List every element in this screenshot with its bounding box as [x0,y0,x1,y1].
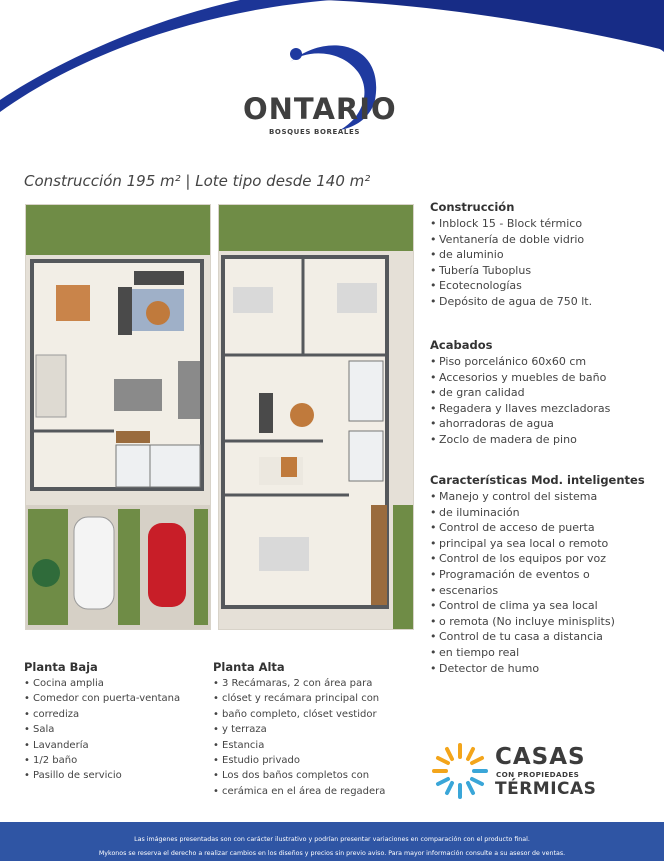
planta-alta-section [213,660,413,799]
list-item: • ahorradoras de agua [430,416,660,432]
planta-baja-title: Planta Baja [24,660,98,674]
list-item: • Zoclo de madera de pino [430,432,660,448]
logo-line1: CASAS [495,744,586,770]
footer-line1: Las imágenes presentadas son con carácter ilustrativo y podrían presentar variaciones en comparación con el producto final. [134,836,530,843]
list-item: • Estancia [213,738,413,753]
list-item: • Control de tu casa a distancia [430,629,662,645]
list-item: • Programación de eventos o [430,567,662,583]
inteligentes-title: Características Mod. inteligentes [430,473,645,487]
brand-name: ONTARIO [243,92,397,126]
acabados-title: Acabados [430,338,493,352]
list-item: • Los dos baños completos con [213,768,413,783]
construccion-section [430,200,660,310]
list-item: • Inblock 15 - Block térmico [430,216,660,232]
headline-area: Construcción 195 m² | Lote tipo desde 140 m² [24,172,371,190]
list-item: • Accesorios y muebles de baño [430,370,660,386]
ground-floor-drawing [26,205,210,629]
list-item: • de iluminación [430,505,662,521]
list-item: • de gran calidad [430,385,660,401]
list-item: • principal ya sea local o remoto [430,536,662,552]
list-item: • Lavandería [24,738,210,753]
list-item: • y terraza [213,722,413,737]
logo-line2: CON PROPIEDADES [496,770,580,779]
footer-line2: Mykonos se reserva el derecho a realizar cambios en los diseños y precios sin previo aviso. Para mayor información consulte a su asesor de ventas. [98,850,566,857]
planta-alta-list [213,676,413,799]
list-item: • Piso porcelánico 60x60 cm [430,354,660,370]
list-item: • Control de los equipos por voz [430,551,662,567]
list-item: • 3 Recámaras, 2 con área para [213,676,413,691]
list-item: • Sala [24,722,210,737]
list-item: • o remota (No incluye minisplits) [430,614,662,630]
floor-plan-ground [25,204,211,630]
list-item: • clóset y recámara principal con [213,691,413,706]
list-item: • de aluminio [430,247,660,263]
footer-disclaimer [0,822,664,861]
list-item: • Regadera y llaves mezcladoras [430,401,660,417]
list-item: • cerámica en el área de regadera [213,784,413,799]
list-item: • 1/2 baño [24,753,210,768]
list-item: • Comedor con puerta-ventana [24,691,210,706]
list-item: • escenarios [430,583,662,599]
list-item: • Cocina amplia [24,676,210,691]
sun-snowflake-logo-icon [430,742,490,800]
list-item: • Ventanería de doble vidrio [430,232,660,248]
list-item: • Depósito de agua de 750 lt. [430,294,660,310]
floor-plan-upper [218,204,414,630]
logo-line3: TÉRMICAS [495,779,597,799]
list-item: • en tiempo real [430,645,662,661]
planta-alta-title: Planta Alta [213,660,285,674]
list-item: • Detector de humo [430,661,662,677]
list-item: • Manejo y control del sistema [430,489,662,505]
list-item: • Estudio privado [213,753,413,768]
acabados-list [430,354,660,448]
upper-floor-drawing [219,205,413,629]
list-item: • corrediza [24,707,210,722]
list-item: • Ecotecnologías [430,278,660,294]
planta-baja-section [24,660,210,784]
brand-tagline: BOSQUES BOREALES [269,128,360,136]
inteligentes-section [430,473,662,676]
acabados-section [430,338,660,448]
list-item: • Tubería Tuboplus [430,263,660,279]
list-item: • Control de clima ya sea local [430,598,662,614]
list-item: • baño completo, clóset vestidor [213,707,413,722]
planta-baja-list [24,676,210,784]
construccion-title: Construcción [430,200,515,214]
list-item: • Pasillo de servicio [24,768,210,783]
list-item: • Control de acceso de puerta [430,520,662,536]
inteligentes-list [430,489,662,676]
construccion-list [430,216,660,310]
